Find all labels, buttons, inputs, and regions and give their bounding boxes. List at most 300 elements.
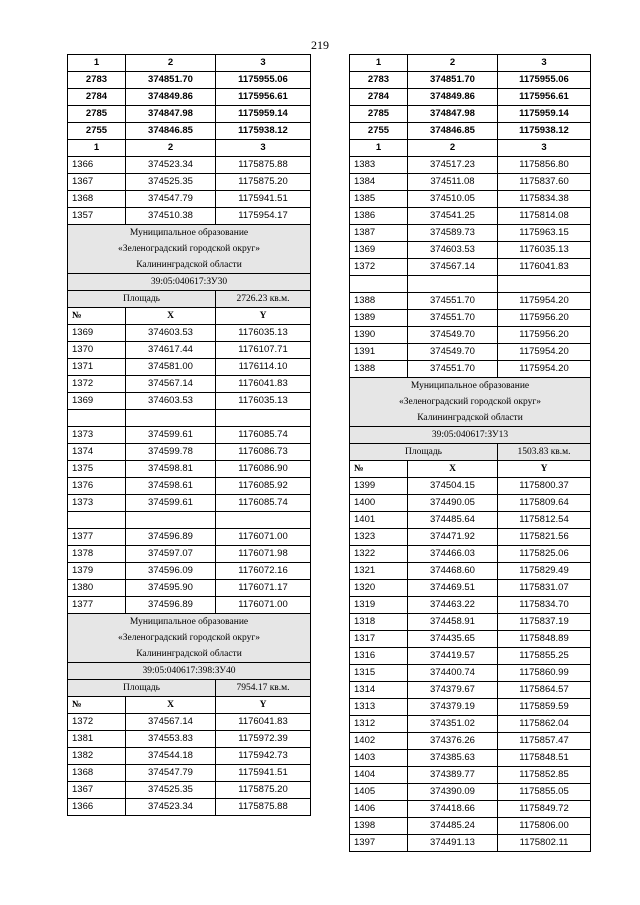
y-coordinate-cell: 1175859.59	[498, 699, 591, 716]
x-coordinate-cell: 374485.64	[408, 512, 498, 529]
table-row	[350, 546, 591, 563]
x-coordinate-cell: 374851.70	[408, 72, 498, 89]
table-row	[68, 444, 311, 461]
table-row	[350, 529, 591, 546]
point-number-cell: 1321	[350, 563, 408, 580]
y-coordinate-cell: 1175855.25	[498, 648, 591, 665]
x-coordinate-cell: 374599.61	[126, 495, 216, 512]
point-number-cell: 1372	[68, 714, 126, 731]
x-coordinate-cell: 374567.14	[126, 376, 216, 393]
empty-cell	[68, 512, 126, 529]
municipality-line: «Зеленоградский городской округ»	[398, 397, 541, 407]
column-number-header	[350, 55, 591, 72]
x-coordinate-cell: 374847.98	[126, 106, 216, 123]
table-row	[68, 191, 311, 208]
y-coordinate-cell: 1175825.06	[498, 546, 591, 563]
area-label: Площадь	[68, 680, 216, 697]
y-coordinate-cell: 1175831.07	[498, 580, 591, 597]
x-coordinate-cell: 374549.70	[408, 327, 498, 344]
x-coordinate-cell: 374589.73	[408, 225, 498, 242]
point-number-cell: 1388	[350, 361, 408, 378]
point-number-cell: 1318	[350, 614, 408, 631]
x-coordinate-cell: 374597.07	[126, 546, 216, 563]
point-number-cell: 1369	[350, 242, 408, 259]
point-number-cell: 1399	[350, 478, 408, 495]
area-row	[68, 291, 311, 308]
point-number-cell: 1367	[68, 782, 126, 799]
point-number-cell: 1381	[68, 731, 126, 748]
x-coordinate-cell: 374376.26	[408, 733, 498, 750]
x-coordinate-cell: 374471.92	[408, 529, 498, 546]
table-row	[350, 835, 591, 852]
y-coordinate-cell: 1175941.51	[216, 191, 311, 208]
point-number-cell: 1391	[350, 344, 408, 361]
municipality-name	[350, 378, 591, 427]
point-number-cell: 1406	[350, 801, 408, 818]
y-coordinate-cell: 1175954.20	[498, 344, 591, 361]
municipality-line: «Зеленоградский городской округ»	[117, 244, 260, 254]
y-coordinate-cell: 1175875.20	[216, 782, 311, 799]
x-coordinate-cell: 374581.00	[126, 359, 216, 376]
table-row	[68, 174, 311, 191]
column-number-cell: 3	[216, 140, 311, 157]
x-coordinate-cell: 374523.34	[126, 157, 216, 174]
table-row	[350, 512, 591, 529]
column-number-header	[68, 140, 311, 157]
table-row	[350, 344, 591, 361]
point-number-cell: 1379	[68, 563, 126, 580]
y-coordinate-cell: 1175860.99	[498, 665, 591, 682]
point-number-cell: 1375	[68, 461, 126, 478]
empty-row	[68, 410, 311, 427]
column-number-cell: 2	[408, 55, 498, 72]
y-coordinate-cell: 1176035.13	[498, 242, 591, 259]
empty-cell	[216, 512, 311, 529]
x-coordinate-cell: 374385.63	[408, 750, 498, 767]
y-coordinate-cell: 1176071.17	[216, 580, 311, 597]
y-coordinate-cell: 1175837.19	[498, 614, 591, 631]
table-row	[350, 631, 591, 648]
point-number-cell: 1403	[350, 750, 408, 767]
point-number-cell: 1373	[68, 495, 126, 512]
point-number-cell: 1377	[68, 597, 126, 614]
x-coordinate-cell: 374567.14	[408, 259, 498, 276]
y-coordinate-cell: 1175875.20	[216, 174, 311, 191]
point-number-cell: 1320	[350, 580, 408, 597]
point-number-cell: 1397	[350, 835, 408, 852]
table-row	[350, 242, 591, 259]
cadastral-number: 39:05:040617:ЗУ30	[68, 274, 311, 291]
x-coordinate-cell: 374504.15	[408, 478, 498, 495]
x-coordinate-cell: 374400.74	[408, 665, 498, 682]
empty-cell	[126, 512, 216, 529]
x-coordinate-cell: 374351.02	[408, 716, 498, 733]
point-number-cell: 1367	[68, 174, 126, 191]
x-coordinate-cell: 374599.61	[126, 427, 216, 444]
point-number-cell: 1405	[350, 784, 408, 801]
table-row	[350, 157, 591, 174]
x-coordinate-cell: 374525.35	[126, 782, 216, 799]
x-coordinate-cell: 374547.79	[126, 191, 216, 208]
table-row	[350, 208, 591, 225]
x-coordinate-cell: 374468.60	[408, 563, 498, 580]
table-row	[68, 325, 311, 342]
table-row	[350, 614, 591, 631]
y-coordinate-cell: 1176107.71	[216, 342, 311, 359]
point-number-cell: 2784	[350, 89, 408, 106]
x-coordinate-cell: 374469.51	[408, 580, 498, 597]
x-coordinate-cell: 374485.24	[408, 818, 498, 835]
municipality-name	[68, 614, 311, 663]
x-coordinate-cell: 374463.22	[408, 597, 498, 614]
y-coordinate-cell: 1176085.74	[216, 495, 311, 512]
x-coordinate-cell: 374595.90	[126, 580, 216, 597]
x-coordinate-cell: 374851.70	[126, 72, 216, 89]
table-row	[68, 342, 311, 359]
x-coordinate-cell: 374617.44	[126, 342, 216, 359]
empty-cell	[68, 410, 126, 427]
table-row	[350, 310, 591, 327]
x-header: X	[126, 308, 216, 325]
column-number-cell: 1	[350, 55, 408, 72]
point-number-cell: 1374	[68, 444, 126, 461]
table-row	[68, 799, 311, 816]
coordinate-header-row	[68, 308, 311, 325]
empty-cell	[498, 276, 591, 293]
empty-cell	[408, 276, 498, 293]
column-number-header	[68, 55, 311, 72]
x-header: X	[408, 461, 498, 478]
table-row	[68, 478, 311, 495]
table-row	[350, 784, 591, 801]
y-coordinate-cell: 1175837.60	[498, 174, 591, 191]
y-coordinate-cell: 1175802.11	[498, 835, 591, 852]
point-number-cell: 1312	[350, 716, 408, 733]
cadastral-number: 39:05:040617:ЗУ13	[350, 427, 591, 444]
point-number-cell: 1372	[68, 376, 126, 393]
table-row	[350, 495, 591, 512]
table-row	[350, 750, 591, 767]
y-coordinate-cell: 1176085.92	[216, 478, 311, 495]
point-number-cell: 1317	[350, 631, 408, 648]
table-row	[68, 208, 311, 225]
y-coordinate-cell: 1175956.20	[498, 327, 591, 344]
point-number-cell: 1384	[350, 174, 408, 191]
x-coordinate-cell: 374603.53	[408, 242, 498, 259]
y-coordinate-cell: 1175955.06	[498, 72, 591, 89]
y-coordinate-cell: 1176041.83	[498, 259, 591, 276]
municipality-row	[68, 614, 311, 663]
point-number-cell: 1366	[68, 157, 126, 174]
x-coordinate-cell: 374598.61	[126, 478, 216, 495]
point-number-cell: 1323	[350, 529, 408, 546]
x-coordinate-cell: 374596.89	[126, 529, 216, 546]
x-coordinate-cell: 374418.66	[408, 801, 498, 818]
y-coordinate-cell: 1176085.74	[216, 427, 311, 444]
x-coordinate-cell: 374510.05	[408, 191, 498, 208]
point-number-cell: 1368	[68, 765, 126, 782]
table-row	[68, 123, 311, 140]
y-coordinate-cell: 1176041.83	[216, 376, 311, 393]
y-coordinate-cell: 1175855.05	[498, 784, 591, 801]
column-number-cell: 3	[498, 140, 591, 157]
y-coordinate-cell: 1175852.85	[498, 767, 591, 784]
empty-cell	[216, 410, 311, 427]
y-coordinate-cell: 1175862.04	[498, 716, 591, 733]
municipality-name	[68, 225, 311, 274]
area-row	[68, 680, 311, 697]
table-row	[68, 427, 311, 444]
x-coordinate-cell: 374458.91	[408, 614, 498, 631]
point-number-cell: 2784	[68, 89, 126, 106]
empty-row	[350, 276, 591, 293]
coordinate-header-row	[350, 461, 591, 478]
municipality-line: «Зеленоградский городской округ»	[117, 633, 260, 643]
x-coordinate-cell: 374435.65	[408, 631, 498, 648]
x-coordinate-cell: 374419.57	[408, 648, 498, 665]
x-coordinate-cell: 374491.13	[408, 835, 498, 852]
point-number-cell: 2755	[350, 123, 408, 140]
x-coordinate-cell: 374547.79	[126, 765, 216, 782]
y-coordinate-cell: 1175959.14	[216, 106, 311, 123]
x-coordinate-cell: 374551.70	[408, 361, 498, 378]
table-row	[68, 731, 311, 748]
y-coordinate-cell: 1176071.98	[216, 546, 311, 563]
column-number-cell: 1	[68, 55, 126, 72]
y-coordinate-cell: 1176114.10	[216, 359, 311, 376]
point-number-cell: 1357	[68, 208, 126, 225]
number-header: №	[68, 308, 126, 325]
table-row	[350, 361, 591, 378]
x-coordinate-cell: 374466.03	[408, 546, 498, 563]
y-coordinate-cell: 1175800.37	[498, 478, 591, 495]
table-row	[68, 89, 311, 106]
column-number-cell: 2	[126, 55, 216, 72]
table-row	[68, 106, 311, 123]
x-coordinate-cell: 374551.70	[408, 310, 498, 327]
x-coordinate-cell: 374596.09	[126, 563, 216, 580]
point-number-cell: 1382	[68, 748, 126, 765]
point-number-cell: 1390	[350, 327, 408, 344]
column-number-cell: 1	[68, 140, 126, 157]
x-coordinate-cell: 374510.38	[126, 208, 216, 225]
y-coordinate-cell: 1175954.20	[498, 293, 591, 310]
table-row	[68, 714, 311, 731]
cadastral-row	[68, 274, 311, 291]
empty-cell	[350, 276, 408, 293]
point-number-cell: 1372	[350, 259, 408, 276]
y-coordinate-cell: 1175806.00	[498, 818, 591, 835]
x-coordinate-cell: 374390.09	[408, 784, 498, 801]
municipality-row	[350, 378, 591, 427]
table-row	[350, 648, 591, 665]
column-number-cell: 3	[498, 55, 591, 72]
point-number-cell: 2785	[350, 106, 408, 123]
point-number-cell: 1373	[68, 427, 126, 444]
coordinate-header-row	[68, 697, 311, 714]
table-row	[68, 546, 311, 563]
point-number-cell: 1316	[350, 648, 408, 665]
y-coordinate-cell: 1175857.47	[498, 733, 591, 750]
x-coordinate-cell: 374849.86	[126, 89, 216, 106]
point-number-cell: 1314	[350, 682, 408, 699]
table-row	[350, 682, 591, 699]
table-row	[350, 225, 591, 242]
x-coordinate-cell: 374603.53	[126, 393, 216, 410]
y-coordinate-cell: 1176041.83	[216, 714, 311, 731]
x-coordinate-cell: 374598.81	[126, 461, 216, 478]
point-number-cell: 1388	[350, 293, 408, 310]
y-coordinate-cell: 1175963.15	[498, 225, 591, 242]
municipality-line: Муниципальное образование	[129, 617, 249, 627]
table-row	[68, 748, 311, 765]
table-row	[350, 580, 591, 597]
municipality-row	[68, 225, 311, 274]
point-number-cell: 1383	[350, 157, 408, 174]
table-row	[68, 72, 311, 89]
point-number-cell: 1380	[68, 580, 126, 597]
area-label: Площадь	[68, 291, 216, 308]
y-coordinate-cell: 1175956.61	[216, 89, 311, 106]
y-coordinate-cell: 1175956.61	[498, 89, 591, 106]
table-row	[350, 478, 591, 495]
table-row	[68, 580, 311, 597]
y-coordinate-cell: 1175959.14	[498, 106, 591, 123]
table-row	[350, 801, 591, 818]
empty-cell	[126, 410, 216, 427]
right-coordinates-table	[349, 54, 591, 852]
table-row	[350, 767, 591, 784]
area-row	[350, 444, 591, 461]
y-coordinate-cell: 1175938.12	[498, 123, 591, 140]
table-row	[350, 563, 591, 580]
y-coordinate-cell: 1175864.57	[498, 682, 591, 699]
municipality-line: Калининградской области	[136, 260, 242, 270]
point-number-cell: 2785	[68, 106, 126, 123]
point-number-cell: 1400	[350, 495, 408, 512]
cadastral-row	[350, 427, 591, 444]
table-row	[68, 376, 311, 393]
point-number-cell: 1378	[68, 546, 126, 563]
y-coordinate-cell: 1175834.70	[498, 597, 591, 614]
x-coordinate-cell: 374517.23	[408, 157, 498, 174]
point-number-cell: 1386	[350, 208, 408, 225]
y-header: Y	[216, 697, 311, 714]
y-coordinate-cell: 1175942.73	[216, 748, 311, 765]
point-number-cell: 1377	[68, 529, 126, 546]
x-coordinate-cell: 374849.86	[408, 89, 498, 106]
y-coordinate-cell: 1175938.12	[216, 123, 311, 140]
y-coordinate-cell: 1175848.89	[498, 631, 591, 648]
x-coordinate-cell: 374551.70	[408, 293, 498, 310]
x-coordinate-cell: 374567.14	[126, 714, 216, 731]
y-header: Y	[498, 461, 591, 478]
point-number-cell: 1369	[68, 393, 126, 410]
y-coordinate-cell: 1175849.72	[498, 801, 591, 818]
y-coordinate-cell: 1175829.49	[498, 563, 591, 580]
y-coordinate-cell: 1175856.80	[498, 157, 591, 174]
point-number-cell: 1385	[350, 191, 408, 208]
y-coordinate-cell: 1175941.51	[216, 765, 311, 782]
point-number-cell: 1404	[350, 767, 408, 784]
y-coordinate-cell: 1175954.20	[498, 361, 591, 378]
point-number-cell: 1322	[350, 546, 408, 563]
y-coordinate-cell: 1175821.56	[498, 529, 591, 546]
table-row	[350, 123, 591, 140]
point-number-cell: 2783	[68, 72, 126, 89]
point-number-cell: 2755	[68, 123, 126, 140]
column-number-cell: 1	[350, 140, 408, 157]
table-row	[68, 563, 311, 580]
number-header: №	[350, 461, 408, 478]
number-header: №	[68, 697, 126, 714]
y-coordinate-cell: 1175875.88	[216, 799, 311, 816]
table-row	[68, 529, 311, 546]
area-value: 7954.17 кв.м.	[216, 680, 311, 697]
municipality-line: Калининградской области	[417, 413, 523, 423]
y-coordinate-cell: 1176072.16	[216, 563, 311, 580]
table-row	[350, 174, 591, 191]
table-row	[350, 327, 591, 344]
x-header: X	[126, 697, 216, 714]
table-row	[68, 359, 311, 376]
x-coordinate-cell: 374847.98	[408, 106, 498, 123]
y-coordinate-cell: 1175955.06	[216, 72, 311, 89]
column-number-header	[350, 140, 591, 157]
cadastral-number: 39:05:040617:398:ЗУ40	[68, 663, 311, 680]
point-number-cell: 1376	[68, 478, 126, 495]
y-coordinate-cell: 1175972.39	[216, 731, 311, 748]
cadastral-row	[68, 663, 311, 680]
point-number-cell: 1401	[350, 512, 408, 529]
x-coordinate-cell: 374379.67	[408, 682, 498, 699]
table-row	[68, 393, 311, 410]
x-coordinate-cell: 374553.83	[126, 731, 216, 748]
y-coordinate-cell: 1175848.51	[498, 750, 591, 767]
column-number-cell: 2	[408, 140, 498, 157]
table-row	[350, 597, 591, 614]
table-row	[350, 733, 591, 750]
x-coordinate-cell: 374490.05	[408, 495, 498, 512]
table-row	[68, 782, 311, 799]
x-coordinate-cell: 374525.35	[126, 174, 216, 191]
table-row	[68, 157, 311, 174]
table-row	[68, 765, 311, 782]
table-row	[350, 89, 591, 106]
municipality-line: Муниципальное образование	[129, 228, 249, 238]
table-row	[68, 495, 311, 512]
table-row	[350, 293, 591, 310]
x-coordinate-cell: 374846.85	[408, 123, 498, 140]
point-number-cell: 1402	[350, 733, 408, 750]
y-coordinate-cell: 1176035.13	[216, 325, 311, 342]
table-row	[68, 461, 311, 478]
table-row	[350, 818, 591, 835]
table-row	[350, 259, 591, 276]
x-coordinate-cell: 374603.53	[126, 325, 216, 342]
point-number-cell: 1313	[350, 699, 408, 716]
x-coordinate-cell: 374511.08	[408, 174, 498, 191]
table-row	[350, 716, 591, 733]
point-number-cell: 1319	[350, 597, 408, 614]
y-coordinate-cell: 1176086.73	[216, 444, 311, 461]
y-coordinate-cell: 1176035.13	[216, 393, 311, 410]
area-value: 2726.23 кв.м.	[216, 291, 311, 308]
y-coordinate-cell: 1175834.38	[498, 191, 591, 208]
municipality-line: Муниципальное образование	[410, 381, 530, 391]
point-number-cell: 1366	[68, 799, 126, 816]
point-number-cell: 1371	[68, 359, 126, 376]
